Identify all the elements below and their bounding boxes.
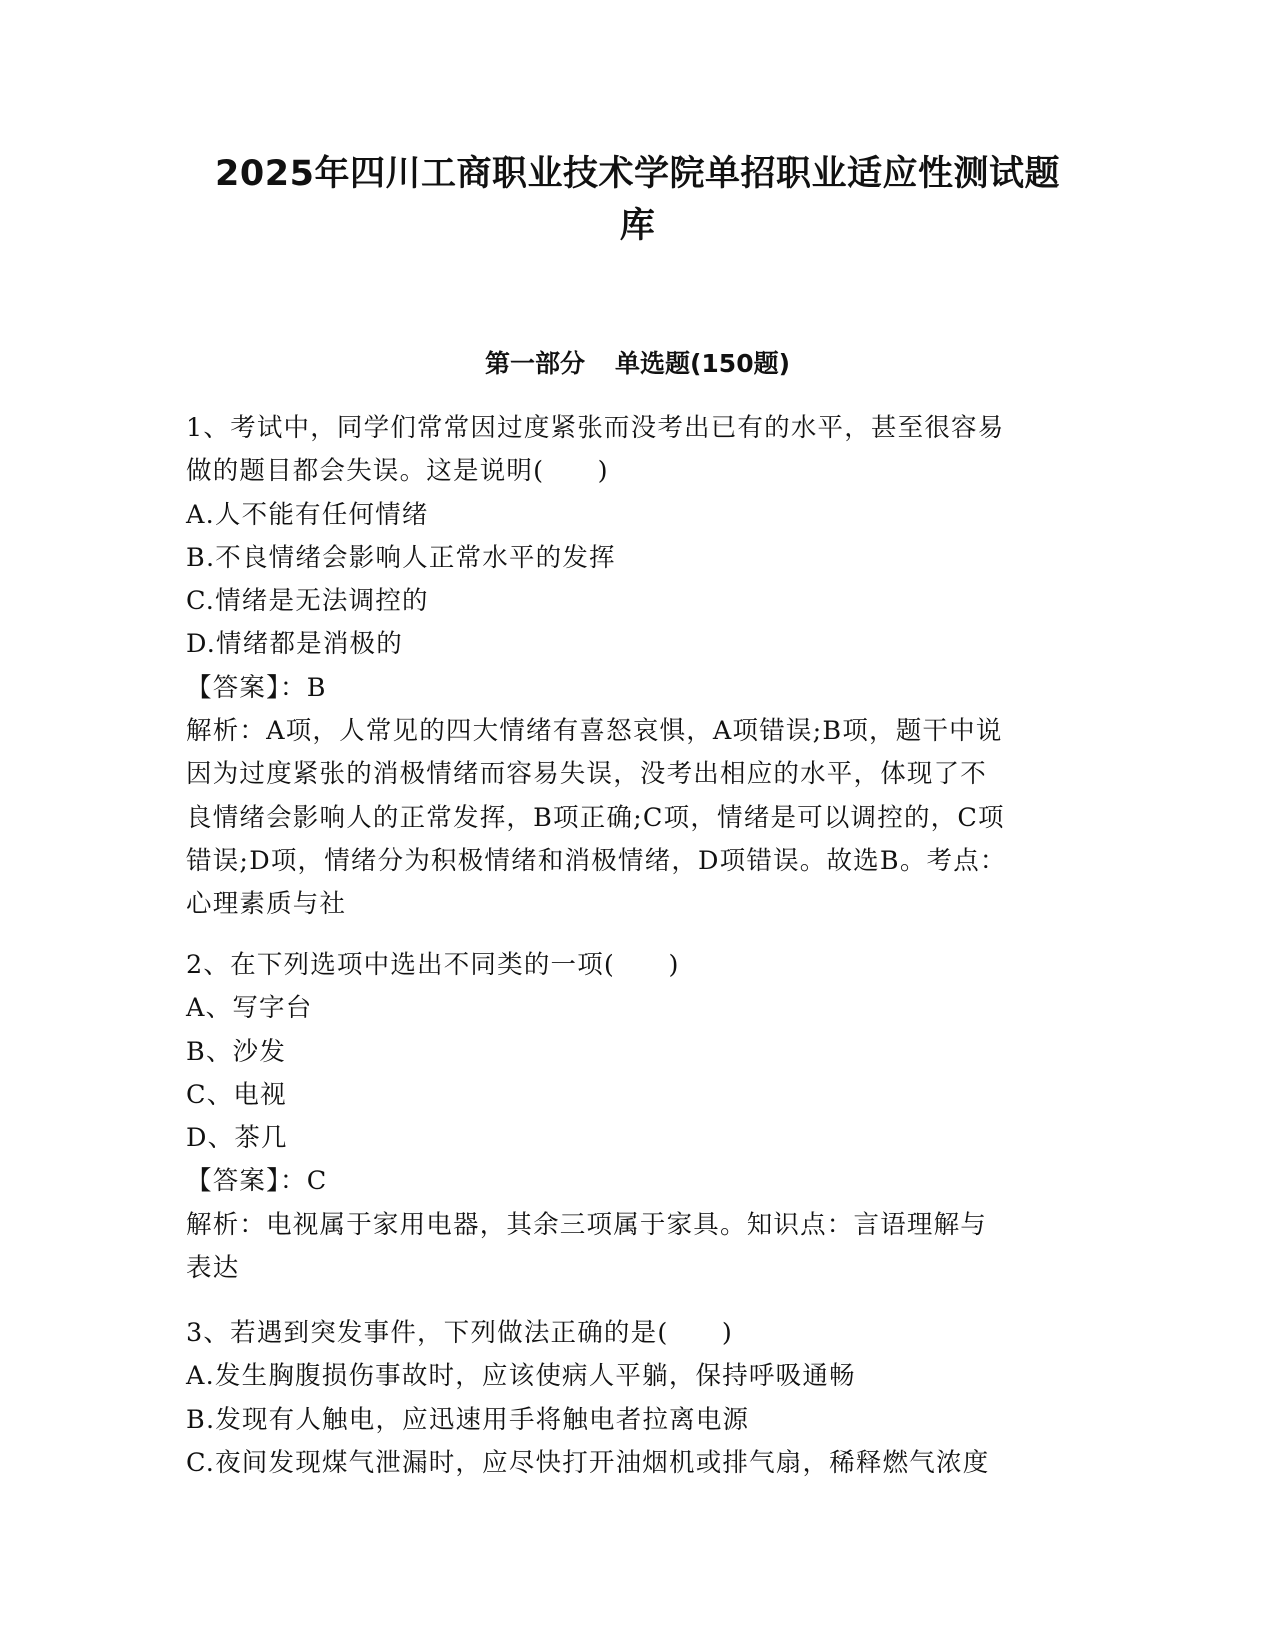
- document-title-line-1: 2025年四川工商职业技术学院单招职业适应性测试题: [215, 154, 1060, 194]
- analysis-line: 良情绪会影响人的正常发挥，B项正确;C项，情绪是可以调控的，C项: [186, 802, 1005, 833]
- option-a: A.发生胸腹损伤事故时，应该使病人平躺，保持呼吸通畅: [186, 1361, 856, 1392]
- question-3: [186, 1312, 1086, 1485]
- question-stem-line: 1、考试中，同学们常常因过度紧张而没考出已有的水平，甚至很容易: [186, 413, 1005, 443]
- option-b: B.发现有人触电，应迅速用手将触电者拉离电源: [186, 1404, 750, 1435]
- document-title-line-2: 库: [619, 206, 656, 246]
- analysis-line: 因为过度紧张的消极情绪而容易失误，没考出相应的水平，体现了不: [186, 759, 988, 790]
- analysis-line: 解析：A项，人常见的四大情绪有喜怒哀惧，A项错误;B项，题干中说: [186, 716, 1003, 747]
- option-b: B、沙发: [186, 1036, 287, 1067]
- section-name-label: 单选题(150题): [614, 349, 791, 378]
- section-part-label: 第一部分: [484, 349, 585, 378]
- analysis-line: 错误;D项，情绪分为积极情绪和消极情绪，D项错误。故选B。考点：: [186, 845, 1007, 876]
- answer-line: 【答案】：C: [186, 1166, 328, 1197]
- option-d: D.情绪都是消极的: [186, 629, 403, 660]
- option-b: B.不良情绪会影响人正常水平的发挥: [186, 542, 616, 573]
- question-stem-line: 3、若遇到突发事件，下列做法正确的是( ): [186, 1318, 734, 1348]
- analysis-line: 表达: [186, 1253, 240, 1284]
- document-title: [160, 148, 1115, 252]
- option-d: D、茶几: [186, 1123, 288, 1154]
- question-stem-line: 做的题目都会失误。这是说明( ): [186, 456, 609, 487]
- section-heading: [160, 346, 1115, 382]
- option-c: C.夜间发现煤气泄漏时，应尽快打开油烟机或排气扇，稀释燃气浓度: [186, 1447, 990, 1478]
- question-stem-line: 2、在下列选项中选出不同类的一项( ): [186, 950, 680, 980]
- answer-line: 【答案】：B: [186, 672, 327, 703]
- question-1: [186, 407, 1086, 927]
- option-a: A.人不能有任何情绪: [186, 499, 429, 530]
- analysis-line: 心理素质与社: [186, 889, 347, 920]
- option-c: C.情绪是无法调控的: [186, 586, 429, 617]
- analysis-line: 解析：电视属于家用电器，其余三项属于家具。知识点：言语理解与: [186, 1209, 988, 1240]
- question-2: [186, 944, 1086, 1290]
- option-c: C、电视: [186, 1079, 287, 1110]
- option-a: A、写字台: [186, 993, 313, 1024]
